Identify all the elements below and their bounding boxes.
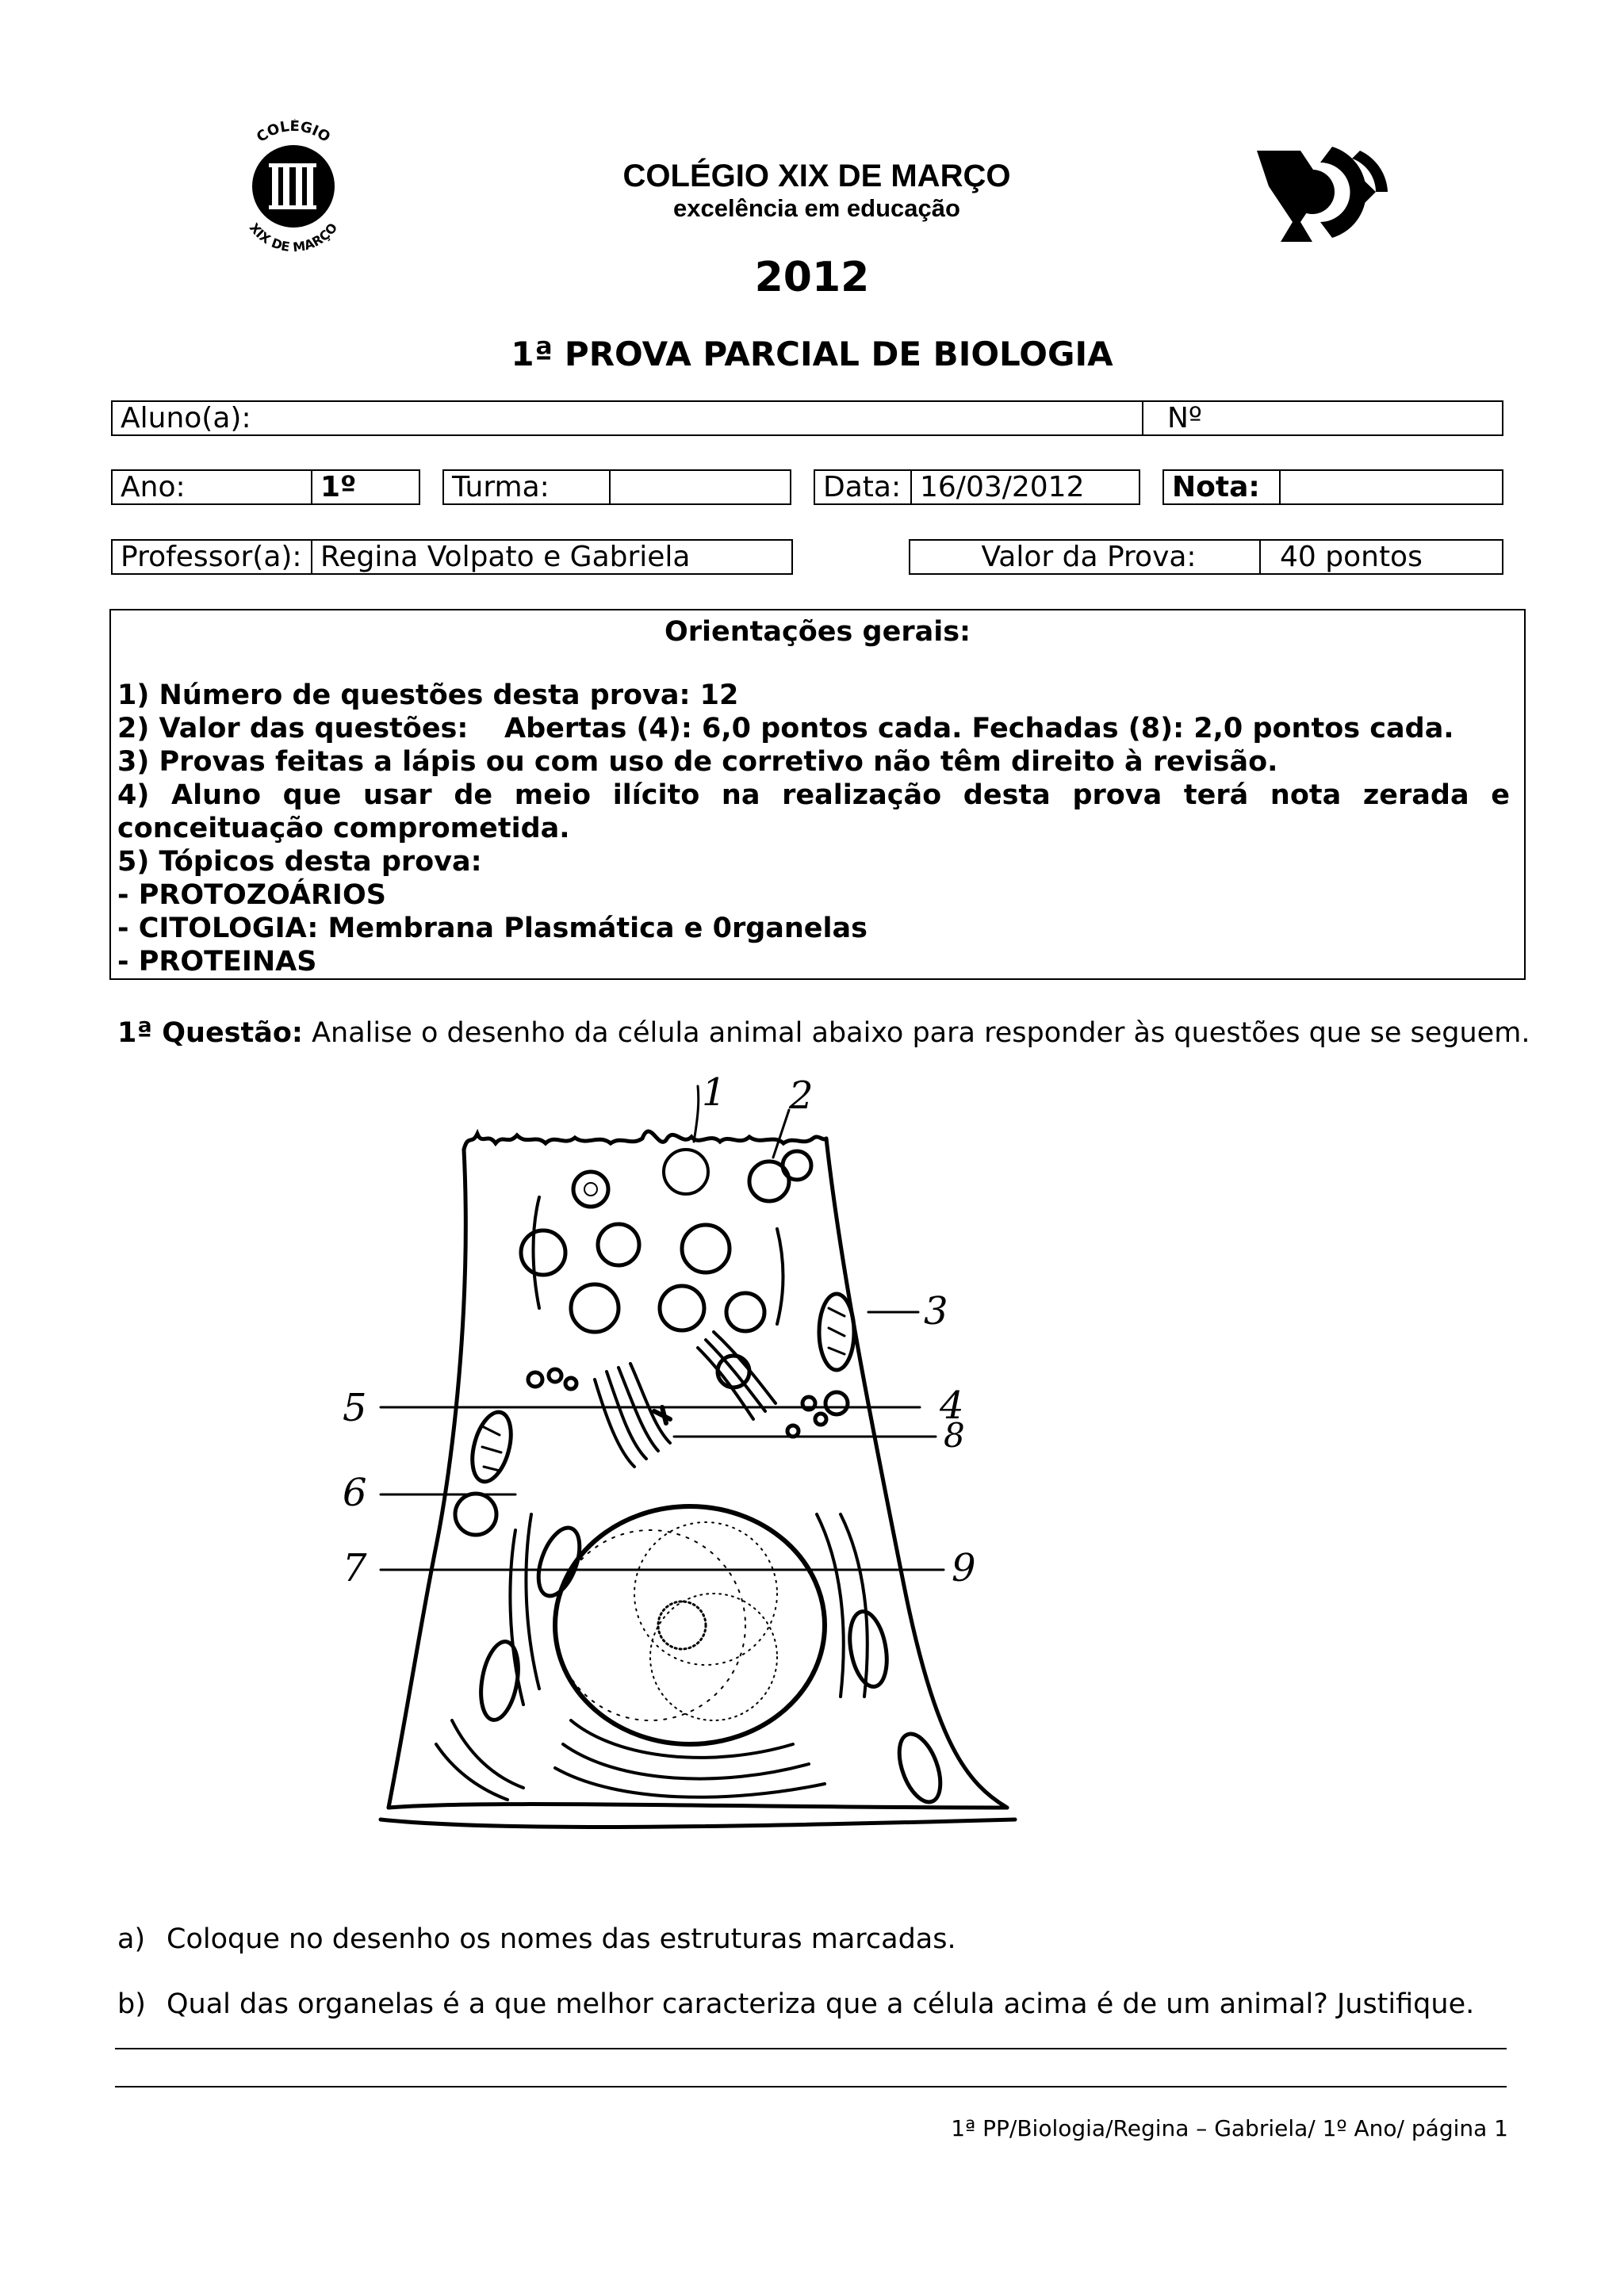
animal-cell-diagram: [333, 1070, 1142, 1879]
instruction-2-label: 2) Valor das questões:: [117, 713, 469, 744]
answer-line-2[interactable]: [115, 2086, 1507, 2087]
question-1-prompt: [117, 1016, 1530, 1050]
diagram-label-2: 2: [789, 1073, 814, 1118]
diagram-label-9: 9: [952, 1546, 976, 1590]
teacher-value[interactable]: Regina Volpato e Gabriela: [320, 541, 691, 573]
class-box: [442, 469, 791, 505]
instruction-1: 1) Número de questões desta prova: 12: [117, 679, 739, 711]
diagram-label-7: 7: [343, 1546, 367, 1590]
page-footer: 1ª PP/Biologia/Regina – Gabriela/ 1º Ano/ página 1: [951, 2115, 1508, 2141]
date-label: Data:: [823, 471, 902, 503]
class-label: Turma:: [452, 471, 550, 503]
instruction-2-detail: Abertas (4): 6,0 pontos cada. Fechadas (8): 2,0 pontos cada.: [504, 713, 1454, 744]
student-name-field[interactable]: [319, 402, 1139, 434]
grade-box: [111, 469, 420, 505]
exam-year: 2012: [754, 254, 870, 301]
diagram-label-1: 1: [702, 1070, 726, 1115]
topic-proteinas: - PROTEINAS: [117, 946, 317, 978]
diagram-label-4: 4: [940, 1383, 964, 1428]
question-1a: [117, 1923, 956, 1956]
diagram-label-8: 8: [944, 1416, 965, 1455]
grade-label: Ano:: [121, 471, 186, 503]
class-field[interactable]: [611, 471, 791, 503]
question-1-text: Analise o desenho da célula animal abaixo para responder às questões que se seguem.: [312, 1017, 1530, 1049]
svg-text:COLÉGIO: COLÉGIO: [253, 119, 334, 146]
grade-value[interactable]: 1º: [320, 471, 357, 503]
exam-value-value: 40 pontos: [1280, 541, 1423, 573]
student-name-label: Aluno(a):: [121, 402, 251, 434]
question-1b-text: Qual das organelas é a que melhor caracteriza que a célula acima é de um animal? Justifique.: [167, 1988, 1475, 2020]
score-label: Nota:: [1172, 471, 1260, 503]
school-seal: [226, 119, 361, 254]
topic-citologia: - CITOLOGIA: Membrana Plasmática e 0rganelas: [117, 913, 868, 944]
question-1-label: 1ª Questão:: [117, 1017, 303, 1049]
date-box: [814, 469, 1140, 505]
instructions-title: Orientações gerais:: [664, 616, 971, 648]
teacher-box: [111, 539, 793, 575]
question-1a-letter: a): [117, 1923, 146, 1955]
school-tagline: excelência em educação: [673, 194, 960, 222]
score-field[interactable]: [1281, 471, 1503, 503]
question-1b-letter: b): [117, 1988, 146, 2020]
answer-line-1[interactable]: [115, 2048, 1507, 2049]
question-1a-text: Coloque no desenho os nomes das estruturas marcadas.: [167, 1923, 956, 1955]
school-name: COLÉGIO XIX DE MARÇO: [622, 159, 1011, 193]
score-box: [1162, 469, 1503, 505]
school-logo: [1257, 143, 1396, 246]
instruction-3: 3) Provas feitas a lápis ou com uso de corretivo não têm direito à revisão.: [117, 746, 1278, 778]
exam-title: 1ª PROVA PARCIAL DE BIOLOGIA: [511, 335, 1113, 373]
student-number-label: Nº: [1167, 402, 1202, 434]
svg-text:XIX DE MARÇO: XIX DE MARÇO: [246, 220, 341, 254]
teacher-label: Professor(a):: [121, 541, 302, 573]
diagram-label-3: 3: [924, 1289, 948, 1334]
instruction-4-line1: 4) Aluno que usar de meio ilícito na realização desta prova terá nota zerada e: [117, 779, 1510, 811]
exam-value-label: Valor da Prova:: [981, 541, 1197, 573]
topic-protozoarios: - PROTOZOÁRIOS: [117, 879, 386, 911]
student-number-field[interactable]: [1223, 402, 1500, 434]
instruction-5: 5) Tópicos desta prova:: [117, 846, 482, 878]
diagram-label-6: 6: [343, 1471, 367, 1515]
question-1b: [117, 1988, 1474, 2021]
date-value[interactable]: 16/03/2012: [920, 471, 1085, 503]
student-name-box: [111, 400, 1503, 436]
instruction-4-line2: conceituação comprometida.: [117, 813, 570, 844]
exam-value-box: [909, 539, 1503, 575]
diagram-label-5: 5: [343, 1386, 367, 1430]
instructions-box: [109, 609, 1526, 980]
